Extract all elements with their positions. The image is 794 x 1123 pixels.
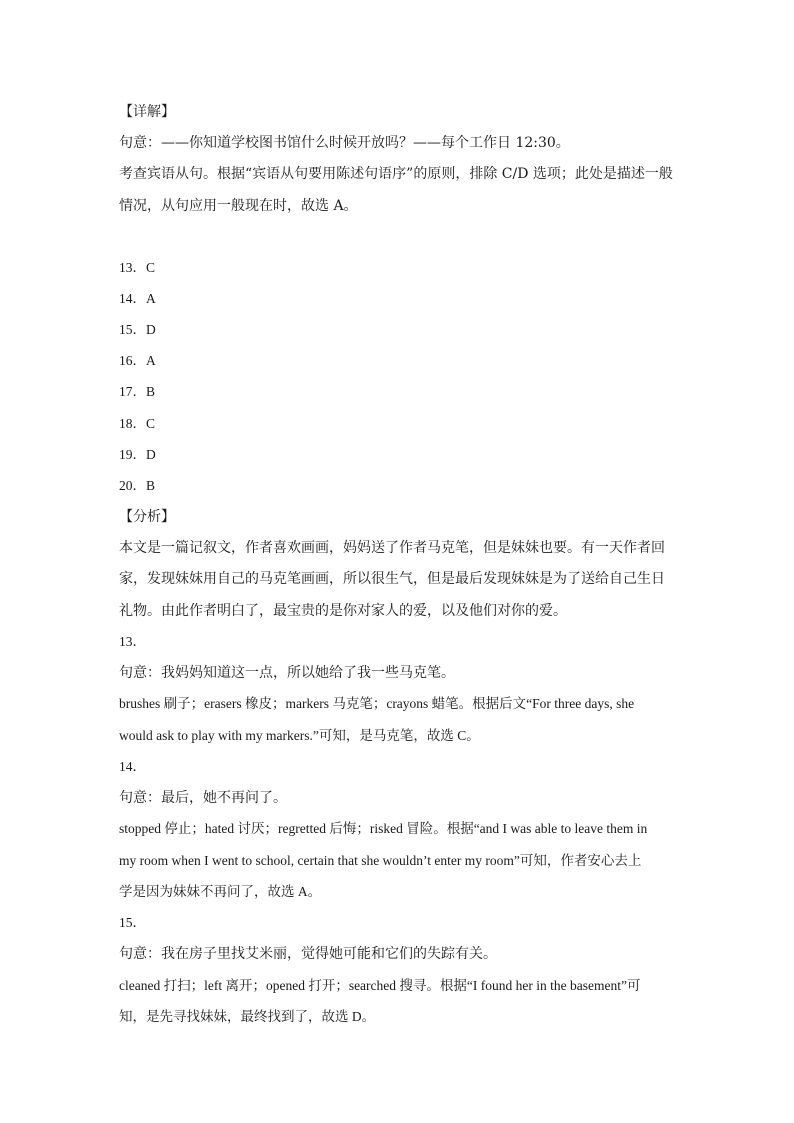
- q13-explain-line2: would ask to play with my markers.”可知，是马克笔，故选 C。: [119, 728, 480, 743]
- q14-explain-line3: 学是因为妹妹不再问了，故选 A。: [119, 884, 322, 899]
- q14-number: 14．: [119, 759, 146, 774]
- answer-item: 16．A: [119, 353, 156, 368]
- detail-analysis-line1: 考查宾语从句。根据“宾语从句要用陈述句语序”的原则，排除 C/D 选项；此处是描述一般: [119, 166, 673, 182]
- q15-explain-line2: 知，是先寻找妹妹，最终找到了，故选 D。: [119, 1009, 376, 1024]
- q13-number: 13．: [119, 634, 146, 649]
- q14-explain-line2: my room when I went to school, certain that she wouldn’t enter my room”可知，作者安心去上: [119, 853, 642, 868]
- answer-item: 13．C: [119, 260, 156, 275]
- q13-explain-line1: brushes 刷子；erasers 橡皮；markers 马克笔；crayons 蜡笔。根据后文“For three days, she: [119, 696, 635, 711]
- q14-meaning: 句意：最后，她不再问了。: [119, 790, 287, 806]
- detail-heading: 【详解】: [119, 104, 175, 120]
- q14-explain-line1: stopped 停止；hated 讨厌；regretted 后悔；risked 冒险。根据“and I was able to leave them in: [119, 821, 648, 836]
- q13-meaning: 句意：我妈妈知道这一点，所以她给了我一些马克笔。: [119, 665, 455, 681]
- answer-item: 14．A: [119, 291, 156, 306]
- q15-explain-line1: cleaned 打扫；left 离开；opened 打开；searched 搜寻。根据“I found her in the basement”可: [119, 978, 641, 993]
- q15-meaning: 句意：我在房子里找艾米丽，觉得她可能和它们的失踪有关。: [119, 946, 497, 962]
- detail-analysis-line2: 情况，从句应用一般现在时，故选 A。: [119, 198, 358, 214]
- analysis-summary-line3: 礼物。由此作者明白了，最宝贵的是你对家人的爱，以及他们对你的爱。: [119, 603, 567, 619]
- analysis-summary-line2: 家，发现妹妹用自己的马克笔画画，所以很生气，但是最后发现妹妹是为了送给自己生日: [119, 571, 665, 587]
- answer-item: 15．D: [119, 322, 156, 337]
- analysis-summary-line1: 本文是一篇记叙文，作者喜欢画画，妈妈送了作者马克笔，但是妹妹也要。有一天作者回: [119, 540, 665, 556]
- q15-number: 15．: [119, 915, 146, 930]
- detail-meaning: 句意：——你知道学校图书馆什么时候开放吗？——每个工作日 12:30。: [119, 135, 570, 151]
- analysis-heading: 【分析】: [119, 509, 175, 525]
- answer-item: 20．B: [119, 478, 156, 493]
- answer-item: 19．D: [119, 447, 156, 462]
- answer-item: 18．C: [119, 416, 156, 431]
- answer-item: 17．B: [119, 384, 156, 399]
